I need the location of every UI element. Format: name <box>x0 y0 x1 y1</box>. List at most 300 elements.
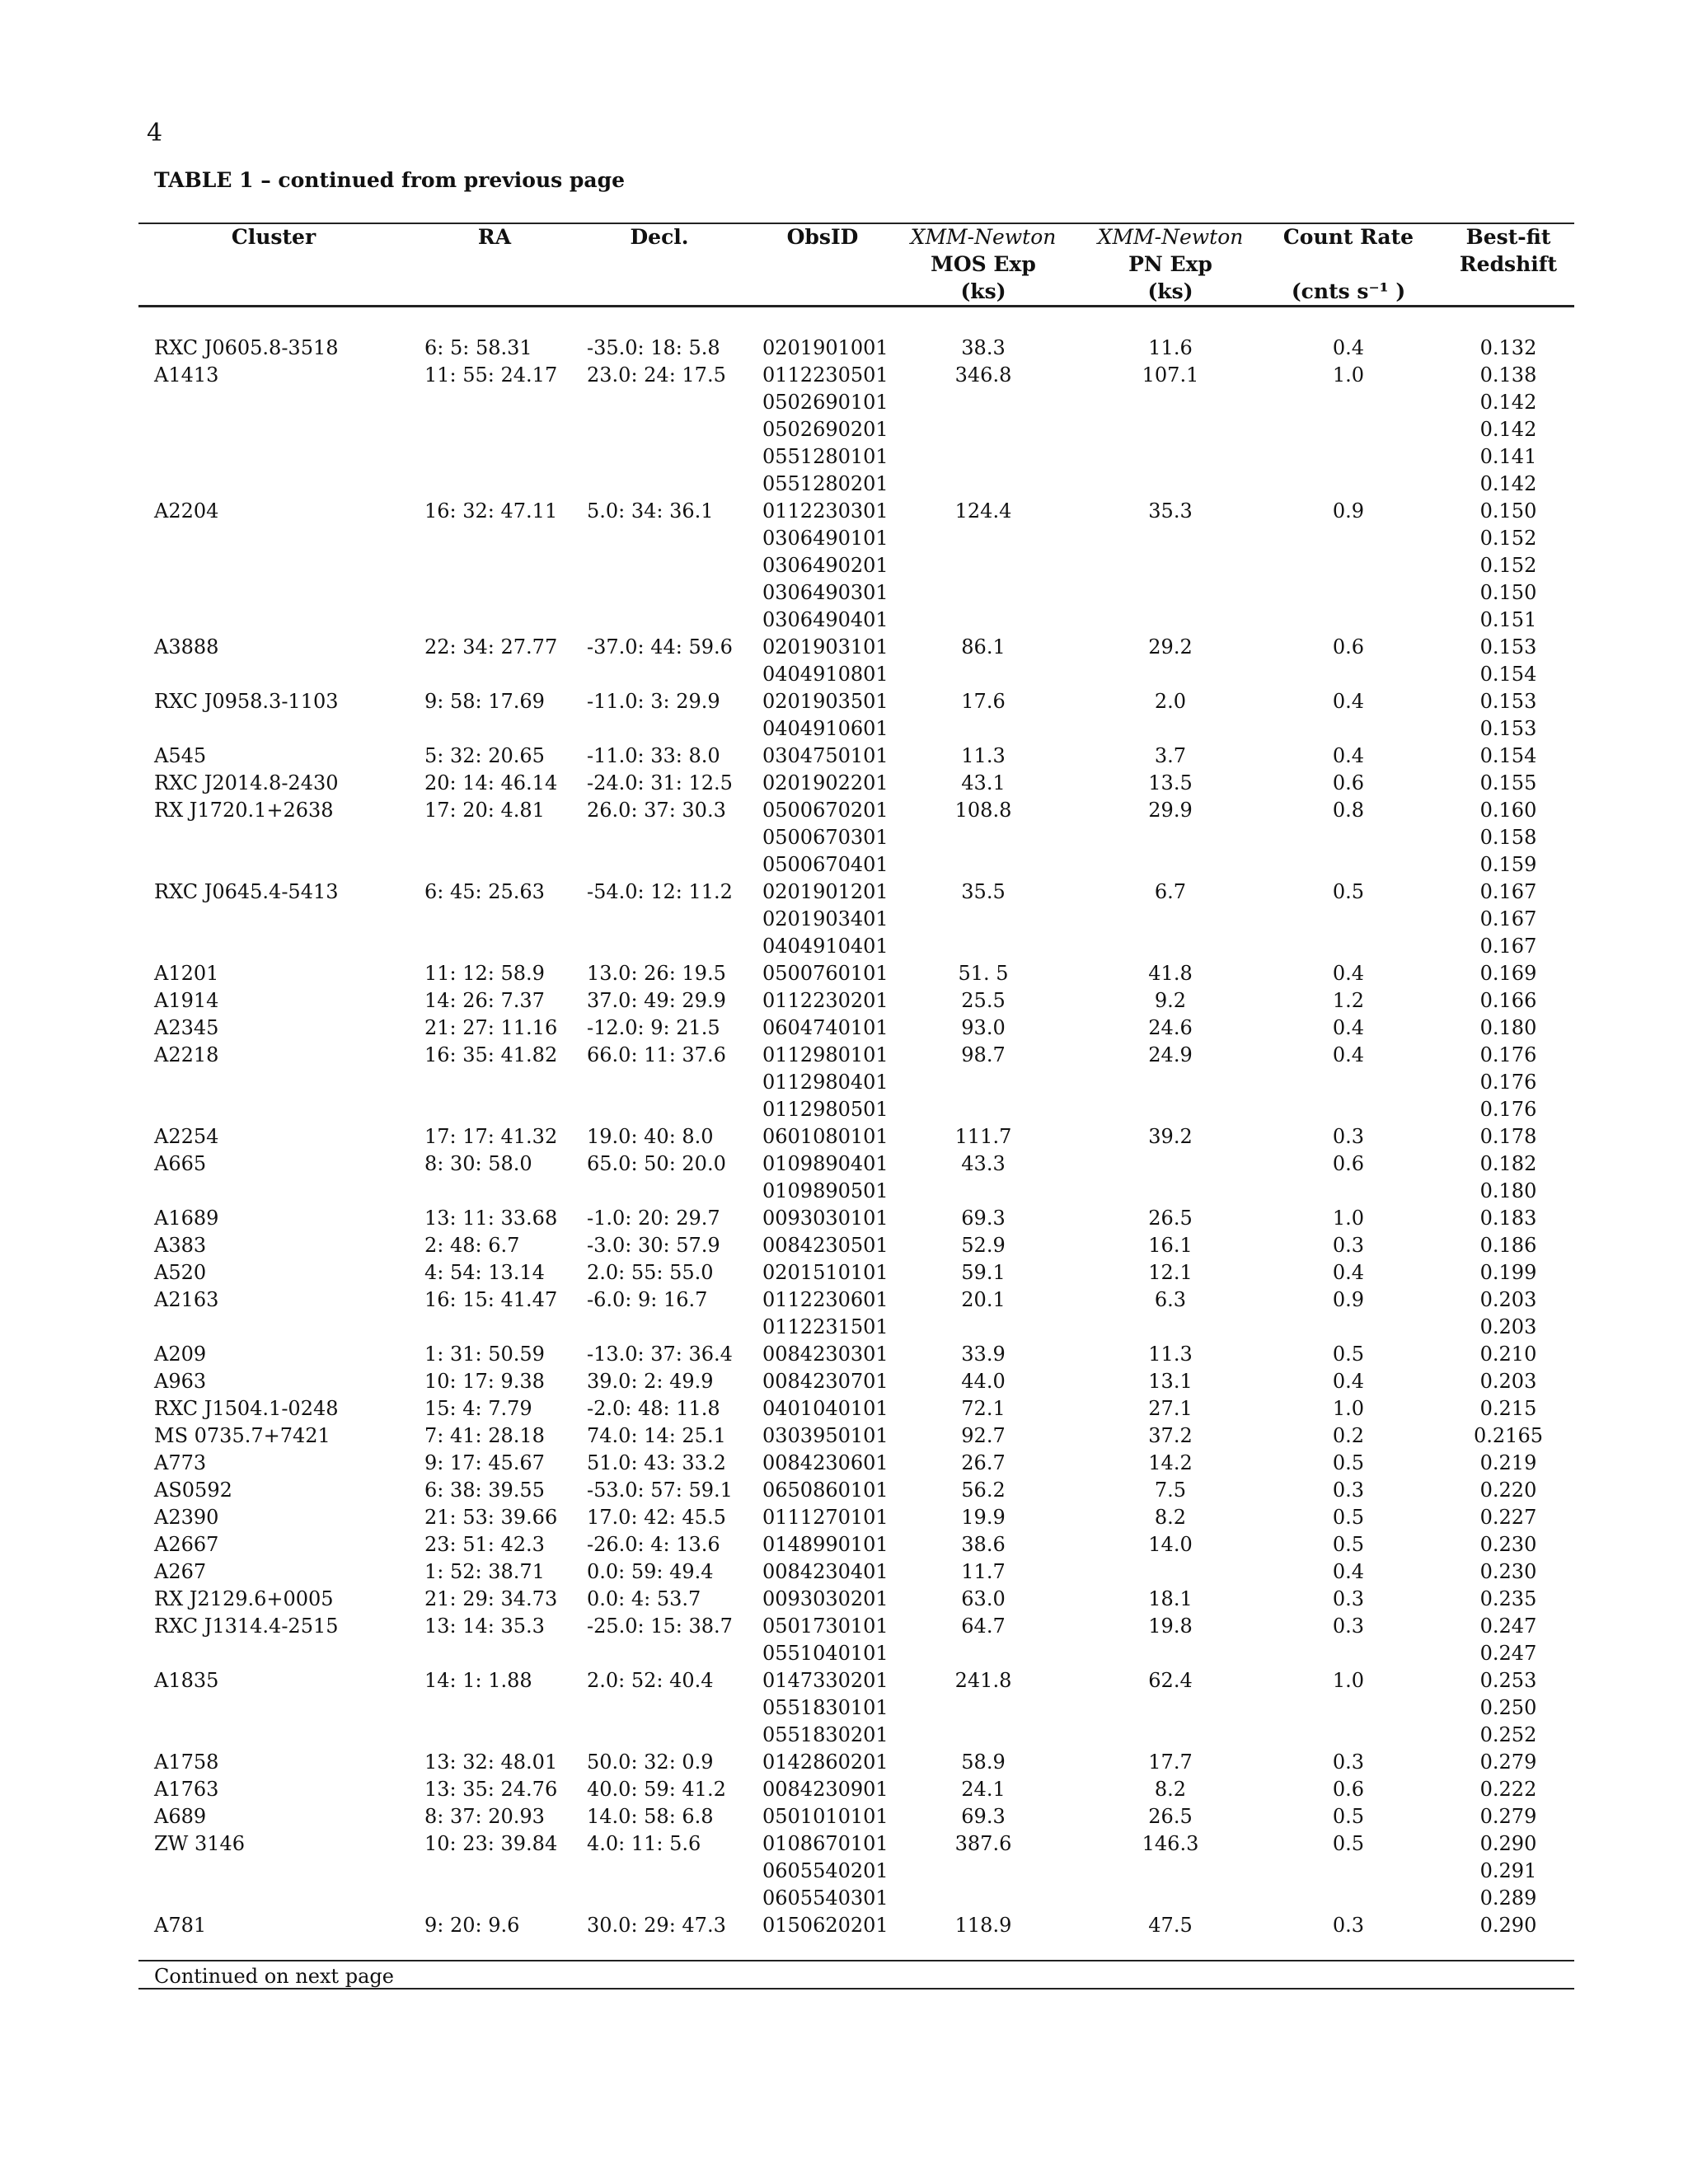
cell-decl: 51.0: 43: 33.2 <box>587 1451 726 1474</box>
cell-obsid: 0500670301 <box>762 826 889 849</box>
cell-decl: 39.0: 2: 49.9 <box>587 1370 714 1393</box>
cell-pn-exp: 62.4 <box>1148 1669 1193 1692</box>
cell-count-rate: 0.3 <box>1332 1234 1365 1257</box>
cell-redshift: 0.167 <box>1479 935 1537 958</box>
cell-obsid: 0150620201 <box>762 1914 889 1937</box>
header-count-rate: Count Rate (cnts s⁻¹ ) <box>1282 225 1414 303</box>
cell-decl: -54.0: 12: 11.2 <box>587 880 733 903</box>
table-row <box>0 1749 1688 1776</box>
table-row <box>0 1776 1688 1803</box>
cell-redshift: 0.219 <box>1479 1451 1537 1474</box>
table-row <box>0 607 1688 634</box>
table-row <box>0 335 1688 362</box>
cell-cluster: A383 <box>154 1234 207 1257</box>
cell-ra: 16: 15: 41.47 <box>424 1288 558 1311</box>
header-obsid: ObsID <box>786 225 859 249</box>
cell-redshift: 0.154 <box>1479 663 1537 686</box>
cell-obsid: 0551830201 <box>762 1723 889 1746</box>
cell-ra: 2: 48: 6.7 <box>424 1234 520 1257</box>
cell-decl: -3.0: 30: 57.9 <box>587 1234 720 1257</box>
cell-count-rate: 0.3 <box>1332 1587 1365 1610</box>
table-row <box>0 1477 1688 1504</box>
table-row <box>0 1586 1688 1613</box>
cell-decl: -35.0: 18: 5.8 <box>587 336 720 359</box>
cell-redshift: 0.142 <box>1479 472 1537 495</box>
cell-obsid: 0201903401 <box>762 907 889 930</box>
cell-obsid: 0201901001 <box>762 336 889 359</box>
header-redshift: Best-fit Redshift <box>1459 225 1558 276</box>
cell-pn-exp: 17.7 <box>1148 1750 1193 1774</box>
cell-decl: -24.0: 31: 12.5 <box>587 771 733 794</box>
cell-mos-exp: 11.7 <box>961 1560 1006 1583</box>
cell-count-rate: 0.8 <box>1332 799 1365 822</box>
cell-count-rate: 0.3 <box>1332 1914 1365 1937</box>
table-row <box>0 1722 1688 1749</box>
cell-redshift: 0.289 <box>1479 1886 1537 1910</box>
header-mos-exp: XMM-Newton MOS Exp (ks) <box>910 225 1057 303</box>
cell-pn-exp: 19.8 <box>1148 1615 1193 1638</box>
cell-count-rate: 0.6 <box>1332 1152 1365 1175</box>
cell-redshift: 0.222 <box>1479 1778 1537 1801</box>
cell-mos-exp: 59.1 <box>961 1261 1006 1284</box>
cell-count-rate: 0.4 <box>1332 1261 1365 1284</box>
cell-obsid: 0404910801 <box>762 663 889 686</box>
cell-redshift: 0.166 <box>1479 989 1537 1012</box>
cell-decl: -25.0: 15: 38.7 <box>587 1615 733 1638</box>
cell-pn-exp: 29.2 <box>1148 635 1193 658</box>
cell-cluster: A545 <box>154 744 207 767</box>
cell-obsid: 0551830101 <box>762 1696 889 1719</box>
cell-redshift: 0.183 <box>1479 1207 1537 1230</box>
header-pn-exp: XMM-Newton PN Exp (ks) <box>1097 225 1244 303</box>
cell-obsid: 0500670201 <box>762 799 889 822</box>
cell-count-rate: 0.4 <box>1332 962 1365 985</box>
cell-ra: 1: 31: 50.59 <box>424 1343 545 1366</box>
cell-mos-exp: 92.7 <box>961 1424 1006 1447</box>
cell-pn-exp: 146.3 <box>1142 1832 1199 1855</box>
cell-obsid: 0500760101 <box>762 962 889 985</box>
table-row <box>0 471 1688 498</box>
cell-mos-exp: 111.7 <box>954 1125 1012 1148</box>
cell-redshift: 0.176 <box>1479 1071 1537 1094</box>
cell-redshift: 0.150 <box>1479 581 1537 604</box>
cell-ra: 21: 29: 34.73 <box>424 1587 558 1610</box>
cell-count-rate: 0.4 <box>1332 336 1365 359</box>
cell-pn-exp: 27.1 <box>1148 1397 1193 1420</box>
cell-cluster: MS 0735.7+7421 <box>154 1424 331 1447</box>
cell-ra: 20: 14: 46.14 <box>424 771 558 794</box>
cell-obsid: 0084230401 <box>762 1560 889 1583</box>
cell-obsid: 0142860201 <box>762 1750 889 1774</box>
cell-obsid: 0551280101 <box>762 445 889 468</box>
cell-decl: -37.0: 44: 59.6 <box>587 635 733 658</box>
cell-decl: 65.0: 50: 20.0 <box>587 1152 726 1175</box>
cell-ra: 23: 51: 42.3 <box>424 1533 545 1556</box>
cell-count-rate: 1.0 <box>1332 1397 1365 1420</box>
cell-cluster: RX J1720.1+2638 <box>154 799 334 822</box>
cell-redshift: 0.230 <box>1479 1560 1537 1583</box>
cell-redshift: 0.141 <box>1479 445 1537 468</box>
cell-cluster: A2345 <box>154 1016 219 1039</box>
table-row <box>0 715 1688 743</box>
cell-count-rate: 0.6 <box>1332 1778 1365 1801</box>
cell-cluster: A209 <box>154 1343 207 1366</box>
table-row <box>0 1885 1688 1912</box>
table-row <box>0 1205 1688 1232</box>
cell-count-rate: 0.6 <box>1332 771 1365 794</box>
table-row <box>0 1151 1688 1178</box>
table-row <box>0 1450 1688 1477</box>
cell-redshift: 0.230 <box>1479 1533 1537 1556</box>
table-row <box>0 1830 1688 1858</box>
cell-obsid: 0112230501 <box>762 363 889 387</box>
cell-cluster: RX J2129.6+0005 <box>154 1587 334 1610</box>
cell-obsid: 0201901201 <box>762 880 889 903</box>
cell-pn-exp: 24.6 <box>1148 1016 1193 1039</box>
table-row <box>0 1558 1688 1586</box>
cell-redshift: 0.291 <box>1479 1859 1537 1882</box>
cell-count-rate: 0.5 <box>1332 1451 1365 1474</box>
cell-cluster: A689 <box>154 1805 207 1828</box>
table-row <box>0 1368 1688 1395</box>
header-ra: RA <box>477 225 512 249</box>
cell-decl: 26.0: 37: 30.3 <box>587 799 726 822</box>
cell-redshift: 0.182 <box>1479 1152 1537 1175</box>
cell-redshift: 0.290 <box>1479 1914 1537 1937</box>
cell-ra: 11: 12: 58.9 <box>424 962 545 985</box>
cell-cluster: A2390 <box>154 1506 219 1529</box>
cell-obsid: 0084230501 <box>762 1234 889 1257</box>
cell-mos-exp: 33.9 <box>961 1343 1006 1366</box>
cell-decl: -11.0: 3: 29.9 <box>587 690 720 713</box>
cell-pn-exp: 14.2 <box>1148 1451 1193 1474</box>
cell-ra: 13: 32: 48.01 <box>424 1750 558 1774</box>
table-bottom-rule <box>138 1960 1574 1961</box>
cell-redshift: 0.138 <box>1479 363 1537 387</box>
cell-cluster: A1914 <box>154 989 219 1012</box>
cell-mos-exp: 17.6 <box>961 690 1006 713</box>
cell-pn-exp: 11.3 <box>1148 1343 1193 1366</box>
table-row <box>0 416 1688 443</box>
cell-ra: 5: 32: 20.65 <box>424 744 545 767</box>
cell-count-rate: 0.3 <box>1332 1750 1365 1774</box>
cell-mos-exp: 52.9 <box>961 1234 1006 1257</box>
cell-redshift: 0.247 <box>1479 1642 1537 1665</box>
cell-redshift: 0.158 <box>1479 826 1537 849</box>
cell-pn-exp: 29.9 <box>1148 799 1193 822</box>
cell-mos-exp: 346.8 <box>954 363 1012 387</box>
cell-decl: 50.0: 32: 0.9 <box>587 1750 714 1774</box>
cell-cluster: A1758 <box>154 1750 219 1774</box>
cell-ra: 21: 27: 11.16 <box>424 1016 558 1039</box>
cell-obsid: 0084230601 <box>762 1451 889 1474</box>
cell-obsid: 0604740101 <box>762 1016 889 1039</box>
cell-obsid: 0112980101 <box>762 1043 889 1066</box>
cell-decl: 37.0: 49: 29.9 <box>587 989 726 1012</box>
cell-ra: 6: 45: 25.63 <box>424 880 545 903</box>
cell-obsid: 0404910401 <box>762 935 889 958</box>
cell-count-rate: 1.0 <box>1332 1669 1365 1692</box>
cell-mos-exp: 124.4 <box>954 499 1012 523</box>
table-row <box>0 443 1688 471</box>
cell-obsid: 0401040101 <box>762 1397 889 1420</box>
cell-pn-exp: 7.5 <box>1154 1479 1187 1502</box>
cell-decl: 0.0: 59: 49.4 <box>587 1560 714 1583</box>
cell-ra: 17: 17: 41.32 <box>424 1125 558 1148</box>
cell-redshift: 0.199 <box>1479 1261 1537 1284</box>
cell-ra: 6: 38: 39.55 <box>424 1479 545 1502</box>
table-row <box>0 1341 1688 1368</box>
table-title: TABLE 1 – continued from previous page <box>154 168 625 192</box>
table-body <box>0 335 1688 1939</box>
cell-cluster: A2218 <box>154 1043 219 1066</box>
cell-redshift: 0.169 <box>1479 962 1537 985</box>
cell-count-rate: 1.0 <box>1332 363 1365 387</box>
cell-obsid: 0500670401 <box>762 853 889 876</box>
cell-ra: 9: 17: 45.67 <box>424 1451 545 1474</box>
cell-cluster: A2667 <box>154 1533 219 1556</box>
cell-redshift: 0.203 <box>1479 1315 1537 1338</box>
cell-redshift: 0.250 <box>1479 1696 1537 1719</box>
cell-obsid: 0201510101 <box>762 1261 889 1284</box>
cell-pn-exp: 13.1 <box>1148 1370 1193 1393</box>
cell-count-rate: 1.2 <box>1332 989 1365 1012</box>
table-row <box>0 1259 1688 1286</box>
table-row <box>0 552 1688 579</box>
cell-ra: 11: 55: 24.17 <box>424 363 558 387</box>
cell-pn-exp: 9.2 <box>1154 989 1187 1012</box>
cell-obsid: 0306490301 <box>762 581 889 604</box>
cell-redshift: 0.220 <box>1479 1479 1537 1502</box>
cell-redshift: 0.160 <box>1479 799 1537 822</box>
cell-ra: 13: 14: 35.3 <box>424 1615 545 1638</box>
cell-pn-exp: 6.3 <box>1154 1288 1187 1311</box>
cell-obsid: 0650860101 <box>762 1479 889 1502</box>
cell-pn-exp: 6.7 <box>1154 880 1187 903</box>
cell-pn-exp: 26.5 <box>1148 1207 1193 1230</box>
cell-decl: 0.0: 4: 53.7 <box>587 1587 701 1610</box>
cell-count-rate: 0.5 <box>1332 1832 1365 1855</box>
cell-cluster: A1201 <box>154 962 219 985</box>
cell-mos-exp: 93.0 <box>961 1016 1006 1039</box>
cell-count-rate: 0.5 <box>1332 880 1365 903</box>
cell-obsid: 0112231501 <box>762 1315 889 1338</box>
cell-cluster: A781 <box>154 1914 207 1937</box>
cell-redshift: 0.152 <box>1479 527 1537 550</box>
cell-ra: 16: 35: 41.82 <box>424 1043 558 1066</box>
table-row <box>0 1286 1688 1314</box>
cell-redshift: 0.290 <box>1479 1832 1537 1855</box>
cell-mos-exp: 69.3 <box>961 1805 1006 1828</box>
cell-obsid: 0112230601 <box>762 1288 889 1311</box>
cell-redshift: 0.203 <box>1479 1370 1537 1393</box>
cell-obsid: 0306490401 <box>762 608 889 631</box>
cell-cluster: ZW 3146 <box>154 1832 246 1855</box>
cell-redshift: 0.252 <box>1479 1723 1537 1746</box>
cell-ra: 17: 20: 4.81 <box>424 799 545 822</box>
cell-mos-exp: 44.0 <box>961 1370 1006 1393</box>
cell-obsid: 0109890401 <box>762 1152 889 1175</box>
cell-obsid: 0601080101 <box>762 1125 889 1148</box>
table-row <box>0 933 1688 960</box>
table-row <box>0 960 1688 987</box>
table-row <box>0 1178 1688 1205</box>
cell-redshift: 0.153 <box>1479 717 1537 740</box>
table-row <box>0 1613 1688 1640</box>
cell-decl: -53.0: 57: 59.1 <box>587 1479 733 1502</box>
table-row <box>0 1015 1688 1042</box>
cell-decl: 13.0: 26: 19.5 <box>587 962 726 985</box>
cell-redshift: 0.210 <box>1479 1343 1537 1366</box>
cell-mos-exp: 25.5 <box>961 989 1006 1012</box>
cell-mos-exp: 98.7 <box>961 1043 1006 1066</box>
table-row <box>0 824 1688 851</box>
cell-pn-exp: 3.7 <box>1154 744 1187 767</box>
cell-ra: 9: 58: 17.69 <box>424 690 545 713</box>
cell-redshift: 0.279 <box>1479 1750 1537 1774</box>
cell-obsid: 0112230201 <box>762 989 889 1012</box>
cell-count-rate: 0.4 <box>1332 1560 1365 1583</box>
cell-count-rate: 0.3 <box>1332 1125 1365 1148</box>
table-row <box>0 1640 1688 1667</box>
cell-obsid: 0147330201 <box>762 1669 889 1692</box>
table-row <box>0 1042 1688 1069</box>
cell-redshift: 0.253 <box>1479 1669 1537 1692</box>
table-row <box>0 1531 1688 1558</box>
table-row <box>0 1667 1688 1694</box>
cell-cluster: A963 <box>154 1370 207 1393</box>
cell-decl: -2.0: 48: 11.8 <box>587 1397 720 1420</box>
cell-redshift: 0.203 <box>1479 1288 1537 1311</box>
cell-mos-exp: 43.1 <box>961 771 1006 794</box>
cell-pn-exp: 2.0 <box>1154 690 1187 713</box>
cell-obsid: 0084230701 <box>762 1370 889 1393</box>
cell-redshift: 0.155 <box>1479 771 1537 794</box>
cell-count-rate: 0.5 <box>1332 1533 1365 1556</box>
cell-redshift: 0.2165 <box>1474 1424 1543 1447</box>
cell-mos-exp: 24.1 <box>961 1778 1006 1801</box>
cell-ra: 22: 34: 27.77 <box>424 635 558 658</box>
page-number: 4 <box>147 119 163 148</box>
table-row <box>0 1504 1688 1531</box>
continued-note: Continued on next page <box>154 1965 394 1988</box>
cell-cluster: A3888 <box>154 635 219 658</box>
cell-count-rate: 0.5 <box>1332 1506 1365 1529</box>
cell-pn-exp: 8.2 <box>1154 1778 1187 1801</box>
cell-decl: 30.0: 29: 47.3 <box>587 1914 726 1937</box>
cell-pn-exp: 18.1 <box>1148 1587 1193 1610</box>
cell-redshift: 0.132 <box>1479 336 1537 359</box>
cell-cluster: A267 <box>154 1560 207 1583</box>
cell-decl: -12.0: 9: 21.5 <box>587 1016 720 1039</box>
cell-redshift: 0.186 <box>1479 1234 1537 1257</box>
cell-redshift: 0.159 <box>1479 853 1537 876</box>
cell-ra: 8: 37: 20.93 <box>424 1805 545 1828</box>
cell-obsid: 0303950101 <box>762 1424 889 1447</box>
cell-ra: 9: 20: 9.6 <box>424 1914 520 1937</box>
cell-mos-exp: 51. 5 <box>958 962 1009 985</box>
cell-ra: 6: 5: 58.31 <box>424 336 532 359</box>
cell-pn-exp: 8.2 <box>1154 1506 1187 1529</box>
cell-obsid: 0084230301 <box>762 1343 889 1366</box>
cell-mos-exp: 108.8 <box>954 799 1012 822</box>
cell-mos-exp: 11.3 <box>961 744 1006 767</box>
header-decl: Decl. <box>630 225 689 249</box>
cell-obsid: 0148990101 <box>762 1533 889 1556</box>
cell-cluster: RXC J1504.1-0248 <box>154 1397 339 1420</box>
cell-obsid: 0304750101 <box>762 744 889 767</box>
cell-cluster: A2204 <box>154 499 219 523</box>
table-row <box>0 1694 1688 1722</box>
table-row <box>0 1803 1688 1830</box>
cell-redshift: 0.154 <box>1479 744 1537 767</box>
cell-obsid: 0112980401 <box>762 1071 889 1094</box>
table-row <box>0 389 1688 416</box>
cell-mos-exp: 38.3 <box>961 336 1006 359</box>
table-row <box>0 1096 1688 1123</box>
cell-mos-exp: 35.5 <box>961 880 1006 903</box>
table-row <box>0 498 1688 525</box>
cell-obsid: 0404910601 <box>762 717 889 740</box>
cell-ra: 16: 32: 47.11 <box>424 499 558 523</box>
table-row <box>0 579 1688 607</box>
cell-decl: -26.0: 4: 13.6 <box>587 1533 720 1556</box>
cell-ra: 14: 1: 1.88 <box>424 1669 532 1692</box>
cell-ra: 14: 26: 7.37 <box>424 989 545 1012</box>
cell-pn-exp: 39.2 <box>1148 1125 1193 1148</box>
cell-mos-exp: 64.7 <box>961 1615 1006 1638</box>
cell-mos-exp: 26.7 <box>961 1451 1006 1474</box>
cell-redshift: 0.153 <box>1479 635 1537 658</box>
cell-redshift: 0.176 <box>1479 1043 1537 1066</box>
cell-pn-exp: 47.5 <box>1148 1914 1193 1937</box>
cell-redshift: 0.151 <box>1479 608 1537 631</box>
table-row <box>0 362 1688 389</box>
cell-cluster: RXC J2014.8-2430 <box>154 771 339 794</box>
cell-obsid: 0108670101 <box>762 1832 889 1855</box>
cell-decl: 17.0: 42: 45.5 <box>587 1506 726 1529</box>
cell-obsid: 0093030201 <box>762 1587 889 1610</box>
cell-ra: 10: 17: 9.38 <box>424 1370 545 1393</box>
cell-ra: 7: 41: 28.18 <box>424 1424 545 1447</box>
cell-obsid: 0201903101 <box>762 635 889 658</box>
table-row <box>0 770 1688 797</box>
cell-mos-exp: 56.2 <box>961 1479 1006 1502</box>
cell-obsid: 0201903501 <box>762 690 889 713</box>
header-cluster: Cluster <box>231 225 316 249</box>
cell-obsid: 0605540301 <box>762 1886 889 1910</box>
cell-pn-exp: 24.9 <box>1148 1043 1193 1066</box>
cell-count-rate: 0.3 <box>1332 1615 1365 1638</box>
table-row <box>0 797 1688 824</box>
table-row <box>0 1069 1688 1096</box>
cell-mos-exp: 86.1 <box>961 635 1006 658</box>
table-header <box>0 223 1688 306</box>
cell-cluster: RXC J1314.4-2515 <box>154 1615 339 1638</box>
cell-mos-exp: 38.6 <box>961 1533 1006 1556</box>
cell-obsid: 0502690201 <box>762 418 889 441</box>
cell-cluster: A1689 <box>154 1207 219 1230</box>
cell-mos-exp: 58.9 <box>961 1750 1006 1774</box>
table-row <box>0 987 1688 1015</box>
cell-obsid: 0551280201 <box>762 472 889 495</box>
cell-redshift: 0.176 <box>1479 1098 1537 1121</box>
table-row <box>0 1123 1688 1151</box>
cell-pn-exp: 107.1 <box>1142 363 1199 387</box>
cell-obsid: 0093030101 <box>762 1207 889 1230</box>
table-row <box>0 1395 1688 1422</box>
cell-obsid: 0084230901 <box>762 1778 889 1801</box>
